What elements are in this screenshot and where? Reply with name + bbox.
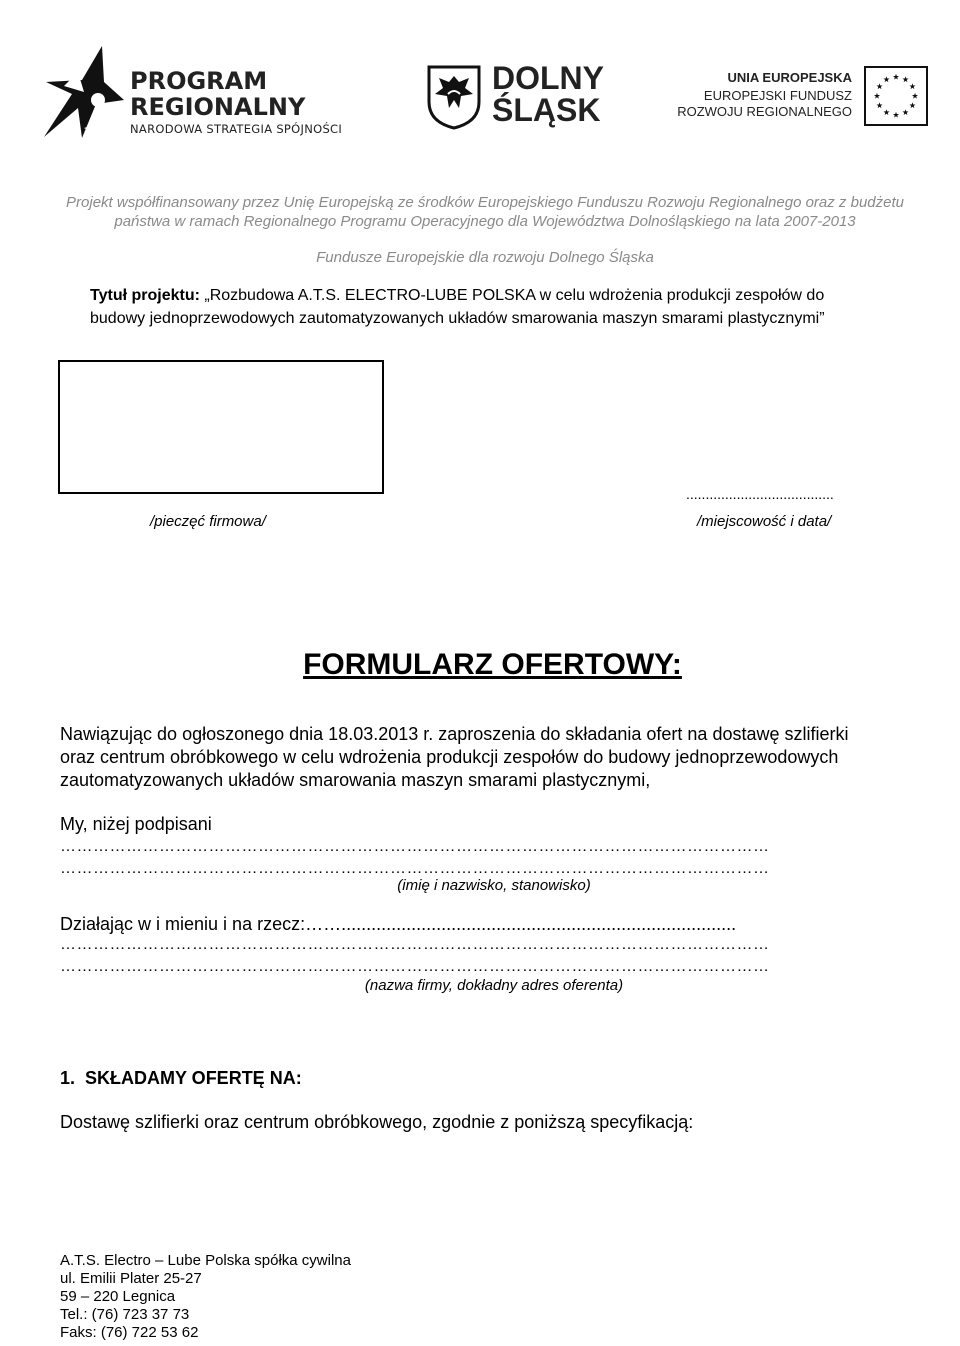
- project-title-line2: budowy jednoprzewodowych zautomatyzowanych układów smarowania maszyn smarami plastycznymi”: [90, 310, 825, 327]
- section1-text: Dostawę szlifierki oraz centrum obróbkowego, zgodnie z poniższą specyfikacją:: [60, 1112, 694, 1132]
- section1-heading: 1. SKŁADAMY OFERTĘ NA:: [60, 1068, 302, 1088]
- acting-dots-line1: …………………………………………………………………………………………………………………: [60, 936, 770, 953]
- coat-of-arms-icon: [426, 64, 482, 130]
- acting-label: Działając w i mieniu i na rzecz:……...............................................................................: [60, 914, 737, 934]
- project-title-label: Tytuł projektu:: [90, 287, 200, 304]
- intro-line1: Nawiązując do ogłoszonego dnia 18.03.2013 r. zaproszenia do składania ofert na dostawę szlifierki: [60, 724, 849, 744]
- signed-label: My, niżej podpisani: [60, 814, 212, 834]
- project-title-block: [90, 284, 910, 307]
- signed-dots-line1: …………………………………………………………………………………………………………………: [60, 838, 770, 855]
- cofinancing-slogan: Fundusze Europejskie dla rozwoju Dolnego Śląska: [316, 249, 654, 266]
- footer-city: 59 – 220 Legnica: [60, 1288, 176, 1305]
- footer-tel: Tel.: (76) 723 37 73: [60, 1306, 190, 1323]
- footer-street: ul. Emilii Plater 25-27: [60, 1270, 202, 1287]
- program-logo-line2: REGIONALNY: [130, 93, 306, 121]
- footer-company: A.T.S. Electro – Lube Polska spółka cywilna: [60, 1252, 351, 1269]
- ue-logo-line1: UNIA EUROPEJSKA: [727, 70, 852, 85]
- program-logo-line3: NARODOWA STRATEGIA SPÓJNOŚCI: [130, 122, 343, 136]
- dolny-slask-line1: DOLNY: [492, 60, 604, 96]
- form-title: FORMULARZ OFERTOWY:: [303, 648, 682, 681]
- company-stamp-box: [58, 360, 384, 494]
- footer-address: [60, 1252, 351, 1342]
- signed-caption: (imię i nazwisko, stanowisko): [397, 877, 591, 894]
- signed-dots-line2: …………………………………………………………………………………………………………………: [60, 860, 770, 877]
- project-title-line1: „Rozbudowa A.T.S. ELECTRO-LUBE POLSKA w celu wdrożenia produkcji zespołów do: [199, 287, 825, 304]
- acting-caption: (nazwa firmy, dokładny adres oferenta): [364, 977, 624, 994]
- acting-dots-line2: …………………………………………………………………………………………………………………: [60, 958, 770, 975]
- footer-fax: Faks: (76) 722 53 62: [60, 1324, 199, 1341]
- ue-logo-line3: ROZWOJU REGIONALNEGO: [677, 104, 852, 119]
- ue-logo-line2: EUROPEJSKI FUNDUSZ: [703, 88, 852, 103]
- intro-line2: oraz centrum obróbkowego w celu wdrożenia produkcji zespołów do budowy jednoprzewodowych: [60, 747, 839, 767]
- eu-flag-icon: [864, 66, 928, 126]
- dolny-slask-line2: ŚLĄSK: [492, 92, 601, 128]
- place-date-caption: /miejscowość i data/: [697, 513, 832, 530]
- intro-line3: zautomatyzowanych układów smarowania maszyn smarami plastycznymi,: [60, 770, 651, 790]
- place-date-dots: ......................................: [686, 486, 834, 502]
- program-regionalny-logo: [38, 42, 358, 147]
- cofinancing-line2: państwa w ramach Regionalnego Programu Operacyjnego dla Województwa Dolnośląskiego na lata 2007-2013: [114, 213, 856, 230]
- unia-europejska-logo: [677, 62, 930, 130]
- stamp-caption: /pieczęć firmowa/: [150, 513, 266, 530]
- dolny-slask-logo: [424, 62, 624, 132]
- program-logo-line1: PROGRAM: [130, 67, 268, 95]
- cofinancing-line1: Projekt współfinansowany przez Unię Europejską ze środków Europejskiego Funduszu Rozwoju Regionalnego oraz z budżetu: [66, 194, 904, 211]
